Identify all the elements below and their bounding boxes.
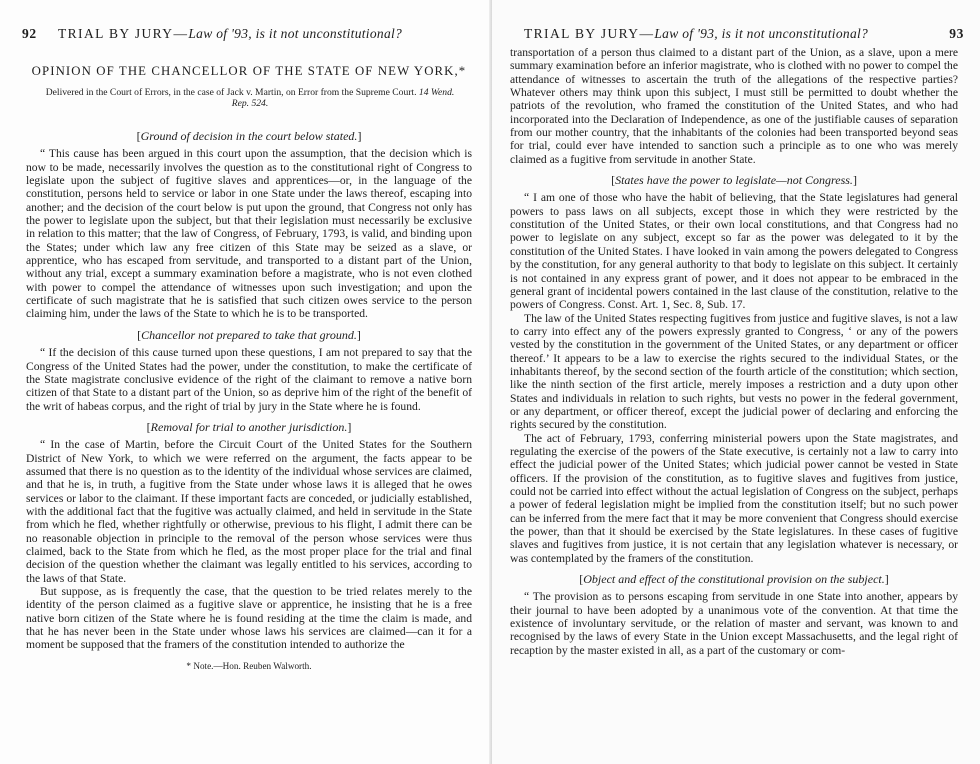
- paragraph: “ This cause has been argued in this court upon the assumption, that the decision which is now to be made, necessarily involves the question as to the constitutional right of Congress to legislate upon the subject of fugitive slaves and apprentices—or, in the language of the constitution, persons held to service or labor in one State under the laws thereof, escaping into another; and the decision of the court below is put upon the ground, that Congress not only has the power to legislate upon the subject, but that their legislation must necessarily be exclusive in relation to this matter; that the law of Congress, of February, 1793, is valid, and binding upon the States; under which law any free citizen of this State may be seized as a slave, or apprentice, who has escaped from servitude, and transported to a distant part of the Union, without any trial, except a summary examination before a magistrate, who is not even clothed with power to compel the attendance of witnesses upon such investigation; and upon the certificate of such magistrate that he is satisfied that such citizen owes service to the person claiming him, under the laws of the State to which he is to be transported.: [26, 147, 472, 321]
- paragraph: But suppose, as is frequently the case, that the question to be tried relates merely to the identity of the person claimed as a fugitive slave or apprentice, he insisting that he is a free native born citizen of the State where he is found residing at the time the claim is made, and that he has never been in the State under whose laws his services are claimed—can it for a moment be supposed that the framers of the constitution intended to authorize the: [26, 585, 472, 652]
- footnote: * Note.—Hon. Reuben Walworth.: [186, 660, 312, 671]
- left-column: [26, 122, 472, 673]
- running-subtitle-text: Law of '93, is it not unconstitutional?: [188, 26, 403, 41]
- page-number-right: 93: [949, 26, 964, 41]
- section-heading: [Ground of decision in the court below stated.]: [136, 129, 362, 143]
- section-heading: [Chancellor not prepared to take that ground.]: [137, 327, 361, 342]
- section-heading: [Removal for trial to another jurisdiction.]: [146, 419, 352, 434]
- running-title-text: TRIAL BY JURY—: [524, 26, 655, 41]
- paragraph: “ If the decision of this cause turned upon these questions, I am not prepared to say that the Congress of the United States had the power, under the constitution, to make the certificate of the State magistrate conclusive evidence of the right of the claimant to remove a native born citizen of that State to a distant part of the Union, so as deprive him of the right of the benefit of the writ of habeas corpus, and the right of trial by jury in the State where he is found.: [26, 346, 472, 413]
- running-title-right: [524, 26, 868, 42]
- section-heading: [Object and effect of the constitutional provision on the subject.]: [579, 572, 889, 587]
- delivered-citation: 14 Wend. Rep. 524.: [231, 87, 455, 109]
- paragraph: “ In the case of Martin, before the Circuit Court of the United States for the Southern District of New York, to which we were referred on the argument, the facts appear to be assumed that there is no question as to the identity of the individual whose services are claimed, and that he is, in truth, a fugitive from the State under whose laws it is alleged that he owes services or labor to the claimant. If these important facts are conceded, or judicially established, with the additional fact that the fugitive was actually claimed, and held in servitude in the State from which he fled, whether rightfully or otherwise, previous to his flight, I admit there can be no reasonable objection in principle to the removal of the person whose services were thus claimed, back to the State from which he fled, as the most proper place for the trial and final decision of the question whether the claimant was legally entitled to his services, according to the laws of that State.: [26, 438, 472, 585]
- paragraph: “ I am one of those who have the habit of believing, that the State legislatures had general powers to pass laws on all subjects, except those in which they were restricted by the constitution of the United States, or their own local constitutions, and that Congress had no power to legislate on any subject, except so far as the power was delegated to it by the constitution of the United States. I have looked in vain among the powers delegated to Congress by the constitution, for any general authority to that body to legislate on this subject. It certainly is not contained in any express grant of power, and it does not appear to be embraced in the general grant of incidental powers contained in the last clause of the constitution, relative to the powers of Congress. Const. Art. 1, Sec. 8, Sub. 17.: [510, 191, 958, 312]
- running-subtitle-text: Law of '93, is it not unconstitutional?: [654, 26, 869, 41]
- section-heading: [States have the power to legislate—not Congress.]: [611, 173, 857, 188]
- paragraph: “ The provision as to persons escaping from servitude in one State into another, appears by their journal to have been adopted by a unanimous vote of the convention. At that time the existence of involuntary servitude, or the relation of master and servant, was known to and recognised by the laws of every State in the Union except Massachusetts, and the legal right of recaption by the master existed in all, as a part of the customary or com-: [510, 590, 958, 657]
- continuation-paragraph: transportation of a person thus claimed to a distant part of the Union, as a slave, upon a mere summary examination before an inferior magistrate, who is clothed with no power to compel the attendance of witnesses to ascertain the truth of the allegations of the respective parties? Whatever others may think upon this subject, I must still be permitted to doubt whether the patriots of the revolution, who framed the constitution of the United States, and who had incorporated into the Declaration of Independence, as one of the justifiable causes of separation from our mother country, that the inhabitants of the colonies had been transported beyond seas for trial, could ever have intended to sanction such a principle as to one who was merely claimed as a fugitive from servitude in another State.: [510, 46, 958, 166]
- opinion-heading: OPINION OF THE CHANCELLOR OF THE STATE OF NEW YORK,*: [31, 64, 467, 78]
- running-title-left: [58, 26, 402, 42]
- paragraph: The law of the United States respecting fugitives from justice and fugitive slaves, is not a law to carry into effect any of the powers expressly granted to Congress, ‘ or any of the powers vested by the constitution in the government of the United States, or any department or officer thereof.’ It appears to be a law to exercise the rights secured to the individual States, or the inhabitants thereof, by the second section of the fourth article of the constitution; which section, like the ninth section of the first article, merely imposes a restriction and a duty upon other States and individuals in relation to such rights, but vests no power in the federal government, or any department, or officer thereof, except the judicial power of declaring and enforcing the rights secured by the constitution.: [510, 311, 958, 432]
- right-column: [510, 46, 958, 657]
- delivered-note: [40, 87, 460, 109]
- right-page: [492, 0, 980, 764]
- paragraph: The act of February, 1793, conferring ministerial powers upon the State magistrates, and regulating the exercise of the powers of the State executive, is certainly not a law to carry into effect the judicial power of the United States; which judicial power cannot be vested in State officers. If the provision of the constitution, as to fugitive slaves and fugitives from justice, could not be carried into effect without the actual legislation of Congress on the subject, perhaps a power of federal legislation might be implied from the constitution itself; but no such power can be inferred from the mere fact that it may be more convenient that Congress should exercise the power, than that it should be exercised by the State legislatures. In these cases of fugitive slaves and fugitives from justice, it is not certain that any legislation whatever is necessary, or was contemplated by the framers of the constitution.: [510, 431, 958, 565]
- delivered-prefix: Delivered in the Court of Errors, in the case of Jack v. Martin, on Error from the Supreme Court.: [45, 87, 417, 98]
- page-number-left: 92: [22, 26, 37, 41]
- running-title-text: TRIAL BY JURY—: [58, 26, 189, 41]
